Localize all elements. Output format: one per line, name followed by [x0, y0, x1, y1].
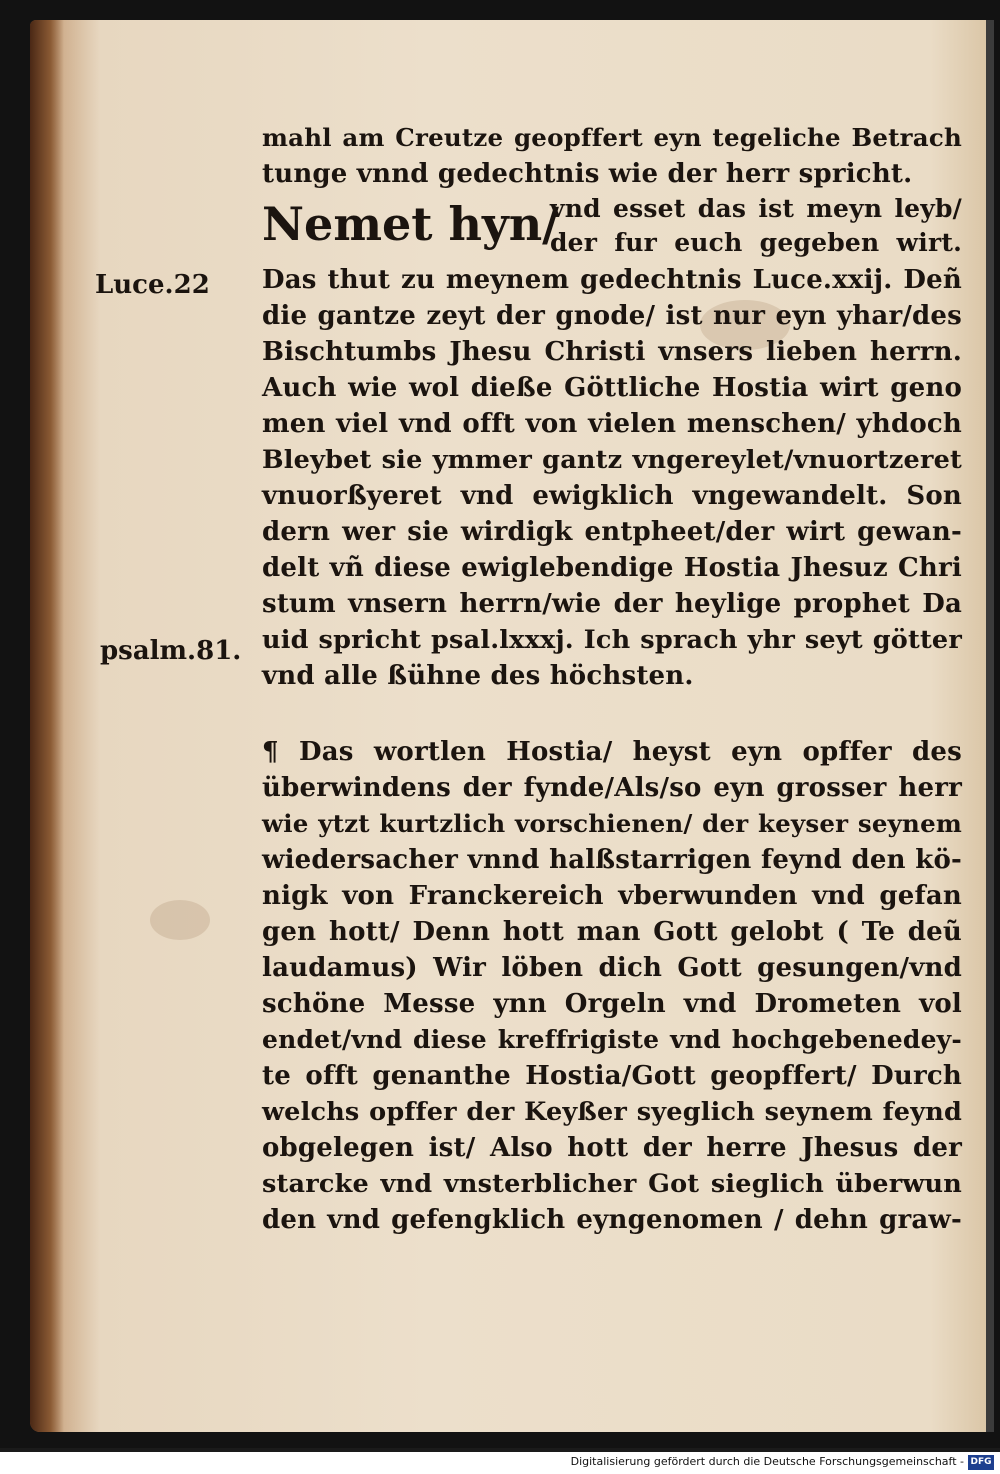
text-line: nigk von Franckereich vberwunden vnd gefan	[262, 881, 962, 911]
text-line: vnd esset das ist meyn leyb/	[550, 194, 962, 223]
text-line: endet/vnd diese kreffrigiste vnd hochgebenedey-	[262, 1025, 962, 1054]
text-line: Bleybet sie ymmer gantz vngereylet/vnuortzeret	[262, 445, 962, 475]
text-line: dern wer sie wirdigk entpheet/der wirt gewan-	[262, 517, 962, 547]
text-line: Auch wie wol dieße Göttliche Hostia wirt geno	[262, 373, 962, 403]
text-line: vnuorßyeret vnd ewigklich vngewandelt. Son	[262, 481, 962, 511]
text-line: schöne Messe ynn Orgeln vnd Drometen vol	[262, 989, 962, 1019]
dfg-logo: DFG	[968, 1455, 994, 1470]
text-line: obgelegen ist/ Also hott der herre Jhesus der	[262, 1133, 962, 1163]
paragraph-gap	[262, 694, 962, 734]
text-line: vnd alle ßühne des höchsten.	[262, 661, 694, 691]
text-line: gen hott/ Denn hott man Gott gelobt ( Te deũ	[262, 917, 962, 947]
footer-bar	[0, 1452, 1000, 1474]
text-line: mahl am Creutze geopffert eyn tegeliche Betrach	[262, 123, 962, 152]
text-line: te offt genanthe Hostia/Gott geopffert/ Durch	[262, 1061, 962, 1091]
text-line: der fur euch gegeben wirt.	[550, 228, 962, 257]
text-line: stum vnsern herrn/wie der heylige prophet Da	[262, 589, 962, 619]
text-line: überwindens der fynde/Als/so eyn grosser herr	[262, 773, 962, 803]
text-line: wiedersacher vnnd halßstarrigen feynd den kö-	[262, 845, 962, 875]
page-right-edge	[986, 20, 994, 1432]
margin-note-psalm: psalm.81.	[100, 636, 242, 666]
text-line: den vnd gefengklich eyngenomen / dehn graw-	[262, 1205, 962, 1235]
text-line: ¶ Das wortlen Hostia/ heyst eyn opffer des	[262, 737, 962, 767]
margin-note-luce: Luce.22	[95, 270, 210, 300]
page-text-block	[262, 120, 962, 1238]
text-line: wie ytzt kurtzlich vorschienen/ der keyser seynem	[262, 809, 962, 838]
page-spine-edge	[30, 20, 64, 1432]
text-line: die gantze zeyt der gnode/ ist nur eyn yhar/des	[262, 301, 962, 331]
heading-row	[262, 192, 962, 262]
text-line: laudamus) Wir löben dich Gott gesungen/vnd	[262, 953, 962, 983]
large-initial-words: Nemet hyn/	[262, 197, 559, 251]
footer-credit-text: Digitalisierung gefördert durch die Deutsche Forschungsgemeinschaft -	[570, 1455, 964, 1468]
text-line: Bischtumbs Jhesu Christi vnsers lieben herrn.	[262, 337, 962, 367]
text-line: starcke vnd vnsterblicher Got sieglich überwun	[262, 1169, 962, 1199]
heading-side-text	[550, 192, 962, 260]
text-line: Das thut zu meynem gedechtnis Luce.xxij. Deñ	[262, 265, 962, 295]
text-line: tunge vnnd gedechtnis wie der herr spricht.	[262, 159, 913, 189]
text-line: delt vñ diese ewiglebendige Hostia Jhesuz Chri	[262, 553, 962, 583]
text-line: welchs opffer der Keyßer syeglich seynem feynd	[262, 1097, 962, 1127]
text-line: uid spricht psal.lxxxj. Ich sprach yhr seyt götter	[262, 625, 962, 655]
text-line: men viel vnd offt von vielen menschen/ yhdoch	[262, 409, 962, 439]
paper-stain	[150, 900, 210, 940]
